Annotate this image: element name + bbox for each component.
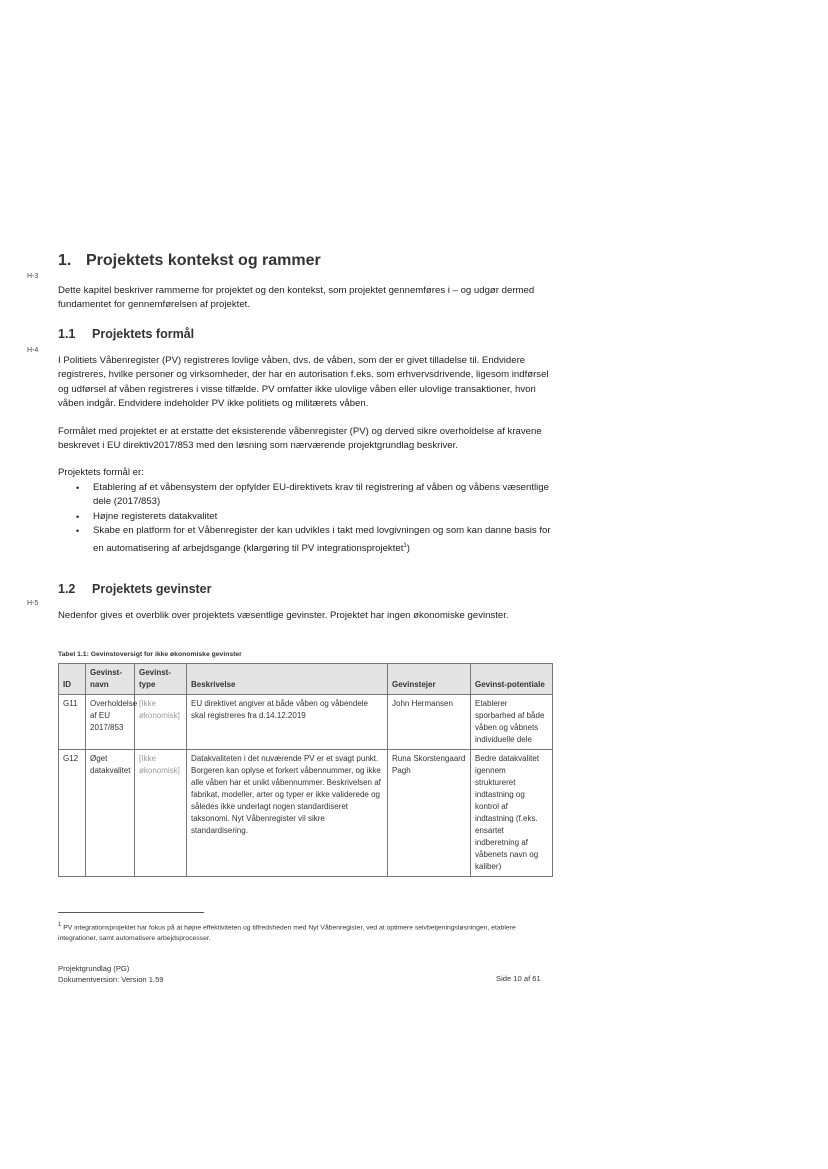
page-number: Side 10 af 61 [496, 974, 541, 983]
header-type: Gevinst-type [135, 664, 187, 695]
list-item: • Etablering af et våbensystem der opfylder EU-direktivets krav til registrering af våben og våbens væsentlige dele (2017/853) [76, 482, 549, 508]
section-1-intro: Dette kapitel beskriver rammerne for projektet og den kontekst, som projektet gennemføres i – og udgør dermed fundamentet for gennemførelsen af projektet. [58, 285, 535, 311]
cell-navn: Overholdelse af EU 2017/853 [86, 695, 135, 750]
cell-potentiale: Bedre datakvalitet igennem struktureret indtastning og kontrol af indtastning (f.eks. ensartet indberetning af våbenets navn og kaliber) [471, 750, 553, 877]
table-row [59, 750, 553, 877]
purposes-list [58, 481, 558, 556]
section-1-1-heading [58, 327, 194, 341]
margin-tag-h4: H-4 [27, 347, 39, 354]
margin-tag-h5: H-5 [27, 600, 39, 607]
section-1-1-paragraph-2: Formålet med projektet er at erstatte det eksisterende våbenregister (PV) og derved sikre overholdelse af kravene beskrevet i EU direktiv2017/853 med den løsning som nærværende projektgrundlag beskriver. [58, 426, 542, 452]
section-1-number: 1. [58, 252, 72, 269]
section-1-1-title: Projektets formål [92, 327, 195, 341]
footer-doc-version: Dokumentversion: Version 1.59 [58, 975, 164, 984]
footnote-rule [58, 912, 204, 913]
section-1-title: Projektets kontekst og rammer [86, 252, 321, 269]
footnote-ref[interactable]: 1 [403, 542, 407, 549]
header-id: ID [59, 664, 86, 695]
header-beskrivelse: Beskrivelse [187, 664, 388, 695]
cell-id: G12 [59, 750, 86, 877]
bullet-glyph: • [76, 483, 80, 493]
list-item: • Skabe en platform for et Våbenregister der kan udvikles i takt med lovgivningen og som kan danne basis for en automatisering af arbejdsgange (klargøring til PV integrationsprojektet$^1$) [76, 525, 551, 554]
cell-ejer: Runa Skorstengaard Pagh [388, 750, 471, 877]
header-potentiale: Gevinst-potentiale [471, 664, 553, 695]
purposes-label: Projektets formål er: [58, 467, 144, 478]
section-1-2-title: Projektets gevinster [92, 582, 212, 596]
cell-id: G11 [59, 695, 86, 750]
cell-beskrivelse: Datakvaliteten i det nuværende PV er et svagt punkt. Borgeren kan oplyse et forkert våbennummer, og ikke alle våben har et unikt våbennummer. Beskrivelsen af fabrikat, modeller, arter og typer er ikke validerede og således ikke underlagt nogen standardiseret taksonomi. Nyt Våbenregister vil sikre standardisering. [187, 750, 388, 877]
cell-beskrivelse: EU direktivet angiver at både våben og våbendele skal registreres fra d.14.12.2019 [187, 695, 388, 750]
table-row [59, 695, 553, 750]
list-item: • Højne registerets datakvalitet [58, 510, 558, 524]
table-caption: Tabel 1.1: Gevinstoversigt for ikke økonomiske gevinster [58, 651, 242, 658]
footnote-marker: 1 [58, 922, 62, 928]
footer-doc-title: Projektgrundlag (PG) [58, 964, 130, 973]
header-navn: Gevinst-navn [86, 664, 135, 695]
margin-tag-h3: H-3 [27, 273, 39, 280]
table-header-row [59, 664, 553, 695]
footnote-text: PV integrationsprojektet har fokus på at højne effektiviteten og tilfredsheden med Nyt Våbenregister, ved at optimere selvbetjeningsløsningen, etablere integrationer, samt automatisere arbejdsprocesser. [58, 924, 516, 943]
section-1-1-number: 1.1 [58, 327, 76, 341]
benefits-table [58, 663, 553, 877]
section-1-2-intro: Nedenfor gives et overblik over projektets væsentlige gevinster. Projektet har ingen økonomiske gevinster. [58, 610, 509, 621]
cell-ejer: John Hermansen [388, 695, 471, 750]
section-1-heading [58, 252, 321, 270]
bullet-glyph: • [76, 526, 80, 537]
header-ejer: Gevinstejer [388, 664, 471, 695]
cell-potentiale: Etablerer sporbarhed af både våben og våbnets individuelle dele [471, 695, 553, 750]
footnote [58, 920, 552, 944]
page-footer-left [58, 963, 164, 985]
section-1-2-heading [58, 582, 212, 596]
cell-type: [Ikke økonomisk] [135, 695, 187, 750]
cell-navn: Øget datakvalitet [86, 750, 135, 877]
cell-type: [Ikke økonomisk] [135, 750, 187, 877]
section-1-2-number: 1.2 [58, 582, 76, 596]
bullet-glyph: • [76, 511, 80, 522]
section-1-1-paragraph-1: I Politiets Våbenregister (PV) registreres lovlige våben, dvs. de våben, som der er givet tilladelse til. Endvidere registreres, hvilke personer og virksomheder, der har en autorisation f.eks. som erhvervsdrivende, ligesom indførsel og udførsel af våben registreres i visse tilfælde. PV omfatter ikke ulovlige våben eller ulovlige transaktioner, hvori våben indgår. Endvidere indeholder PV ikke politiets og militærets våben. [58, 355, 549, 410]
